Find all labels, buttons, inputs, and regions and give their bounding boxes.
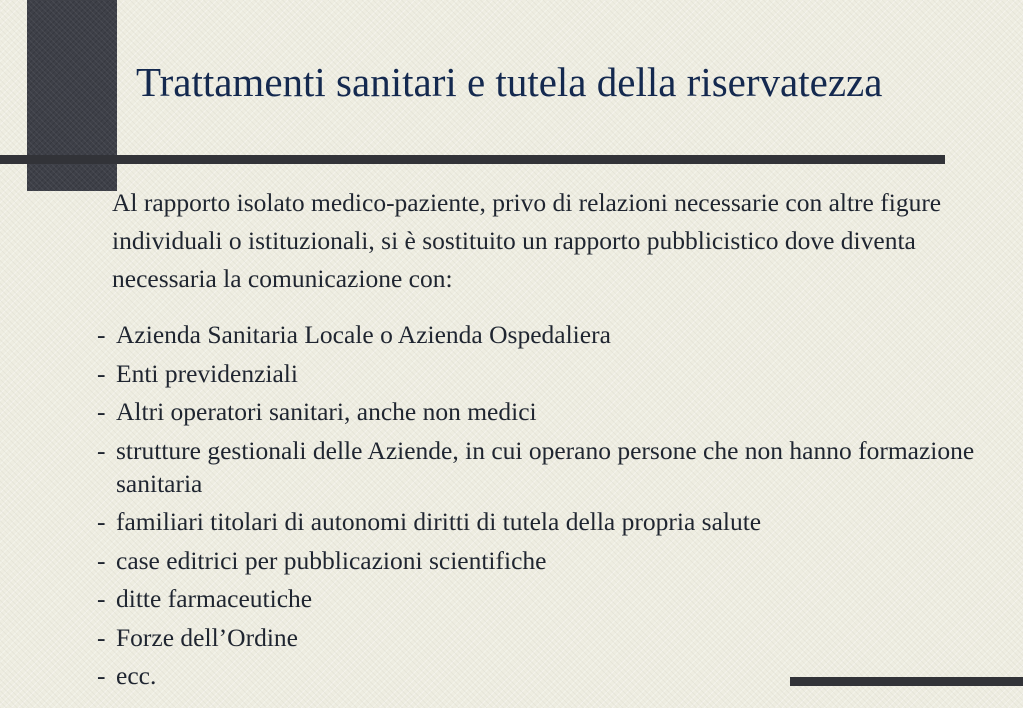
list-item	[97, 357, 977, 390]
list-item	[97, 318, 977, 351]
bullet-marker: -	[97, 397, 106, 426]
list-item-text: strutture gestionali delle Aziende, in cui operano persone che non hanno formazione sanitaria	[116, 435, 975, 498]
list-item	[97, 544, 977, 577]
slide-title: Trattamenti sanitari e tutela della riservatezza	[136, 59, 883, 105]
list-item-text: familiari titolari di autonomi diritti di tutela della propria salute	[116, 507, 762, 536]
list-item-text: case editrici per pubblicazioni scientifiche	[116, 545, 547, 575]
list-item	[97, 659, 977, 692]
bullet-marker: -	[97, 661, 106, 690]
bullet-marker: -	[97, 435, 106, 465]
bullet-marker: -	[97, 358, 106, 388]
bullet-marker: -	[97, 584, 106, 613]
bullet-marker: -	[97, 622, 106, 652]
list-item	[97, 434, 977, 500]
bullet-marker: -	[97, 507, 106, 536]
bullet-list	[97, 318, 977, 698]
list-item	[97, 621, 977, 654]
list-item-text: Enti previdenziali	[116, 358, 298, 388]
list-item-text: Forze dell’Ordine	[116, 622, 298, 652]
title-divider-rule	[0, 155, 945, 164]
bullet-marker: -	[97, 320, 106, 349]
list-item-text: Azienda Sanitaria Locale o Azienda Ospedaliera	[116, 320, 611, 349]
list-item-text: ditte farmaceutiche	[116, 584, 313, 613]
intro-paragraph: Al rapporto isolato medico-paziente, privo di relazioni necessarie con altre figure individuali o istituzionali, si è sostituito un rapporto pubblicistico dove diventa necessaria la comunicazione con:	[112, 188, 942, 293]
list-item	[97, 395, 977, 428]
bullet-marker: -	[97, 545, 106, 575]
list-item-text: ecc.	[116, 661, 157, 690]
list-item	[97, 505, 977, 538]
list-item-text: Altri operatori sanitari, anche non medici	[116, 397, 537, 426]
list-item	[97, 582, 977, 615]
